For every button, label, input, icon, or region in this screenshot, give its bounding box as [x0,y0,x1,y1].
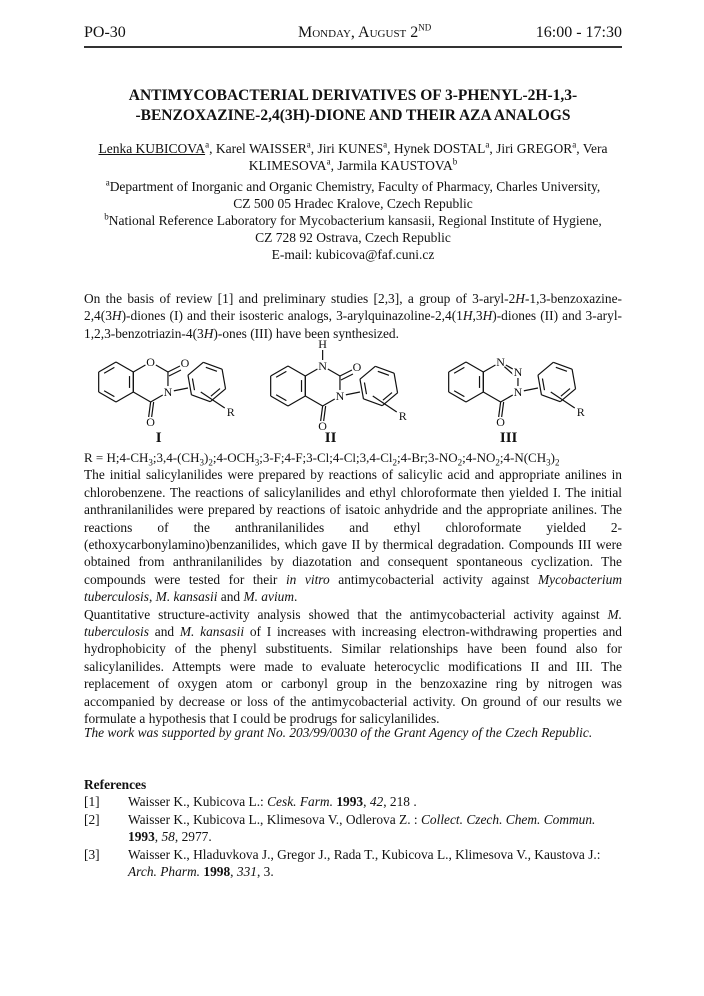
text-run: , 3. [256,864,274,880]
atom-label: R [226,405,235,419]
text-run: a [306,139,311,150]
text-run: in vitro [285,571,330,587]
atom-label: N [513,385,523,399]
text-run: )-diones (II) and 3-aryl-1,2,3-benzotriazin-4(3 [84,308,622,341]
affiliation-line [84,212,622,229]
substituent-list [84,449,622,466]
text-run: M. tuberculosis [84,606,622,640]
text-run: b [104,211,109,222]
atom-label: R [576,405,585,419]
text-run: KLIMESOVA [248,158,327,173]
benzene-ring [116,392,133,402]
atom-label: O [146,415,155,429]
compound-label: I [155,430,162,446]
compound-label: II [324,430,337,446]
text-run: M. kansasii [179,624,245,640]
session-date [298,24,431,42]
text-run: , Vera [576,141,608,156]
benzene-ring [466,392,483,402]
reference-list [84,793,622,880]
affiliation-line [84,229,622,246]
text-run: Arch. Pharm. [128,864,201,880]
author-list [84,140,622,174]
phenyl-ring [375,366,394,373]
chemical-structures-figure [0,330,704,452]
reference-number: [1] [84,794,100,810]
reference-number: [3] [84,846,100,862]
text-run: 3 [254,457,260,468]
affiliations [84,178,622,263]
reference-text [128,793,417,810]
text-run: Lenka KUBICOVA [98,141,206,156]
date-suffix: ND [418,22,432,33]
authors-line-1 [84,140,622,157]
body-paragraph-1 [84,466,622,605]
page-header [84,22,622,48]
benzene-ring [271,396,288,406]
reference-item [84,846,622,881]
benzene-ring [271,366,288,376]
phenyl-ring [203,362,222,369]
benzene-ring [288,396,305,406]
text-run: , 218 . [383,794,417,810]
text-run: 1993 [336,794,364,810]
text-run: ;4-N(CH [499,450,547,465]
benzene-ring [466,362,483,372]
atom-label: O [352,360,362,374]
reference-text [128,811,622,846]
benzene-ring [449,392,466,402]
text-run: ) [203,450,209,465]
text-run: 58 [161,829,175,845]
text-run: On the basis of review [1] and preliminary studies [2,3], a group of 3-aryl-2 [84,291,516,306]
text-run: a [572,139,577,150]
text-run: antimycobacterial activity against [329,571,538,587]
reference-item [84,793,622,810]
authors-line-2 [84,157,622,174]
text-run: 331 [236,864,257,880]
reference-item [84,811,622,846]
text-run: 2 [392,457,397,468]
text-run: , 2977. [174,829,212,845]
text-run: a [105,177,110,188]
text-run: ;3,4-(CH [152,450,200,465]
phenyl-ring [542,379,544,391]
text-run: 42 [369,794,384,810]
text-run: CZ 728 92 Ostrava, Czech Republic [255,230,451,245]
text-run: ;4-OCH [212,450,255,465]
text-run: , Karel WAISSER [209,141,307,156]
text-run: , Jiri GREGOR [489,141,573,156]
text-run: H [482,308,493,324]
text-run: H [515,291,525,306]
text-run: 2 [495,457,500,468]
text-run: , [230,864,237,880]
text-run: and [148,624,180,640]
text-run: ;4-NO [462,450,496,465]
phenyl-ring [188,362,203,375]
text-run: )-ones (III) have been synthesized. [213,325,399,341]
phenyl-ring [188,375,191,395]
text-run: and [217,589,244,605]
text-run: a [485,139,490,150]
text-run: a [205,139,210,150]
text-run: M. avium [243,589,295,605]
phenyl-ring [222,369,225,389]
benzene-ring [288,366,305,376]
text-run: Quantitative structure-activity analysis showed that the antimycobacterial activity against [84,606,608,622]
atom-label: O [180,356,190,370]
text-run: Department of Inorganic and Organic Chemistry, Faculty of Pharmacy, Charles University, [109,179,601,194]
paper-title [84,86,622,126]
benzene-ring [449,362,466,372]
body-text [84,449,622,728]
text-run: of I increases with increasing electron-withdrawing properties and hydrophobicity of the phenyl substituents. Similar relationships have been found also for salicylanilides. Attempts were made to evaluate heterocyclic modifications II and III. The replacement of oxygen atom or carbonyl group in the benzoxazine ring by nitrogen was accompanied by decrease or loss of the antimycobacterial activity. On ground of our results we formulate a hypothesis that I could be prodrugs for salicylanilides. [84,624,622,727]
text-run: Mycobacterium tuberculosis [84,571,623,605]
affiliation-line [84,195,622,212]
text-run: , [154,829,162,845]
text-run: , Jiri KUNES [310,141,384,156]
heterocycle-ring [483,392,500,402]
atom-label: O [146,355,155,369]
atom-label: N [318,359,327,373]
text-run: b [452,156,458,167]
text-run: H [462,308,473,324]
heterocycle-ring [133,392,150,402]
text-run: Waisser K., Hladuvkova J., Gregor J., Rada T., Kubicova L., Klimesova V., Kaustova J.: [128,846,601,862]
email-line [84,246,622,263]
session-time: 16:00 - 17:30 [535,24,622,41]
phenyl-ring [378,371,389,375]
text-run: 1993 [128,829,155,845]
text-run: ,3 [472,308,483,324]
text-run: 2 [457,457,463,468]
text-run: Waisser K., Kubicova L., Klimesova V., Odlerova Z. : [128,811,421,827]
phenyl-ring [572,369,575,389]
atom-label: O [496,415,505,429]
benzene-ring [99,362,116,372]
phenyl-ring [364,383,366,395]
text-run: , Jarmila KAUSTOVA [330,158,453,173]
text-run: -1,3-benzoxazine-2,4(3 [84,291,622,324]
atom-label: O [318,419,327,433]
text-run: H [203,325,214,341]
text-run: ) [550,450,555,465]
text-run: R = H;4-CH [84,450,149,465]
text-run: 1998 [203,864,231,880]
text-run: , Hynek DOSTAL [387,141,486,156]
text-run: a [383,139,388,150]
atom-label: N [163,385,173,399]
benzene-ring [116,362,133,372]
phenyl-ring [360,379,363,399]
title-line-1: ANTIMYCOBACTERIAL DERIVATIVES OF 3-PHENYL-2H-1,3- [128,87,578,104]
phenyl-ring [394,373,397,393]
atom-label: N [513,365,523,379]
session-day: Monday, August 2 [298,24,419,41]
text-run: Cesk. Farm. [267,794,333,810]
poster-code: PO-30 [84,24,126,41]
references-section [84,776,622,880]
text-run: 3 [148,457,153,468]
text-run: National Reference Laboratory for Mycobacterium kansasii, Regional Institute of Hygiene, [108,213,602,228]
text-run: M. kansasii [155,589,218,605]
text-run: . [294,589,298,605]
references-heading: References [84,777,147,792]
phenyl-ring [360,366,375,379]
benzene-ring [99,392,116,402]
text-run: E-mail: kubicova@faf.cuni.cz [271,247,435,262]
atom-label: N [335,389,345,403]
phenyl-ring [553,362,572,369]
text-run: 3 [546,457,551,468]
text-run: Waisser K., Kubicova L.: [128,794,268,810]
heterocycle-ring [305,396,322,406]
affiliation-line [84,178,622,195]
text-run: The initial salicylanilides were prepared by reactions of salicylic acid and appropriate anilines in chlorobenzene. The reactions of salicylanilides and ethyl chloroformate then yielded I. The initial anthranilanilides were prepared by reactions of isatoic anhydride and the appropriate anilines. The reactions of the anthranilanilides and ethyl chloroformate yielded 2-(ethoxycarbonylamino)benzanilides, which gave II by thermical degradation. Compounds III were obtained from anthranilanilides by diazotation and consequent spontaneous cyclization. The compounds were tested for their [84,467,622,587]
compound-label: III [499,430,518,446]
text-run: 3 [199,457,204,468]
text-run: a [326,156,331,167]
atom-label: N [496,355,505,369]
text-run: CZ 500 05 Hradec Kralove, Czech Republic [233,196,473,211]
phenyl-ring [538,362,553,375]
text-run: 2 [208,457,213,468]
reference-text [128,846,622,881]
text-run: , [363,794,370,810]
text-run: )-diones (I) and their isosteric analogs, 3-arylquinazoline-2,4(1 [121,308,463,324]
reference-number: [2] [84,811,100,827]
phenyl-ring [192,379,194,391]
phenyl-ring [538,375,541,395]
text-run: , [148,589,156,605]
text-run: ;4-Br;3-NO [396,450,458,465]
text-run: ;3-F;4-F;3-Cl;4-Cl;3,4-Cl [259,450,393,465]
text-run: H [111,308,122,324]
acknowledgement: The work was supported by grant No. 203/99/0030 of the Grant Agency of the Czech Republic. [84,725,593,740]
text-run: Collect. Czech. Chem. Commun. [420,811,596,827]
text-run: 2 [554,457,560,468]
phenyl-ring [206,367,217,371]
phenyl-ring [556,367,567,371]
body-paragraph-2 [84,606,622,728]
atom-label: R [398,409,407,423]
title-line-2: -BENZOXAZINE-2,4(3H)-DIONE AND THEIR AZA ANALOGS [135,107,571,124]
atom-label: H [318,337,327,351]
